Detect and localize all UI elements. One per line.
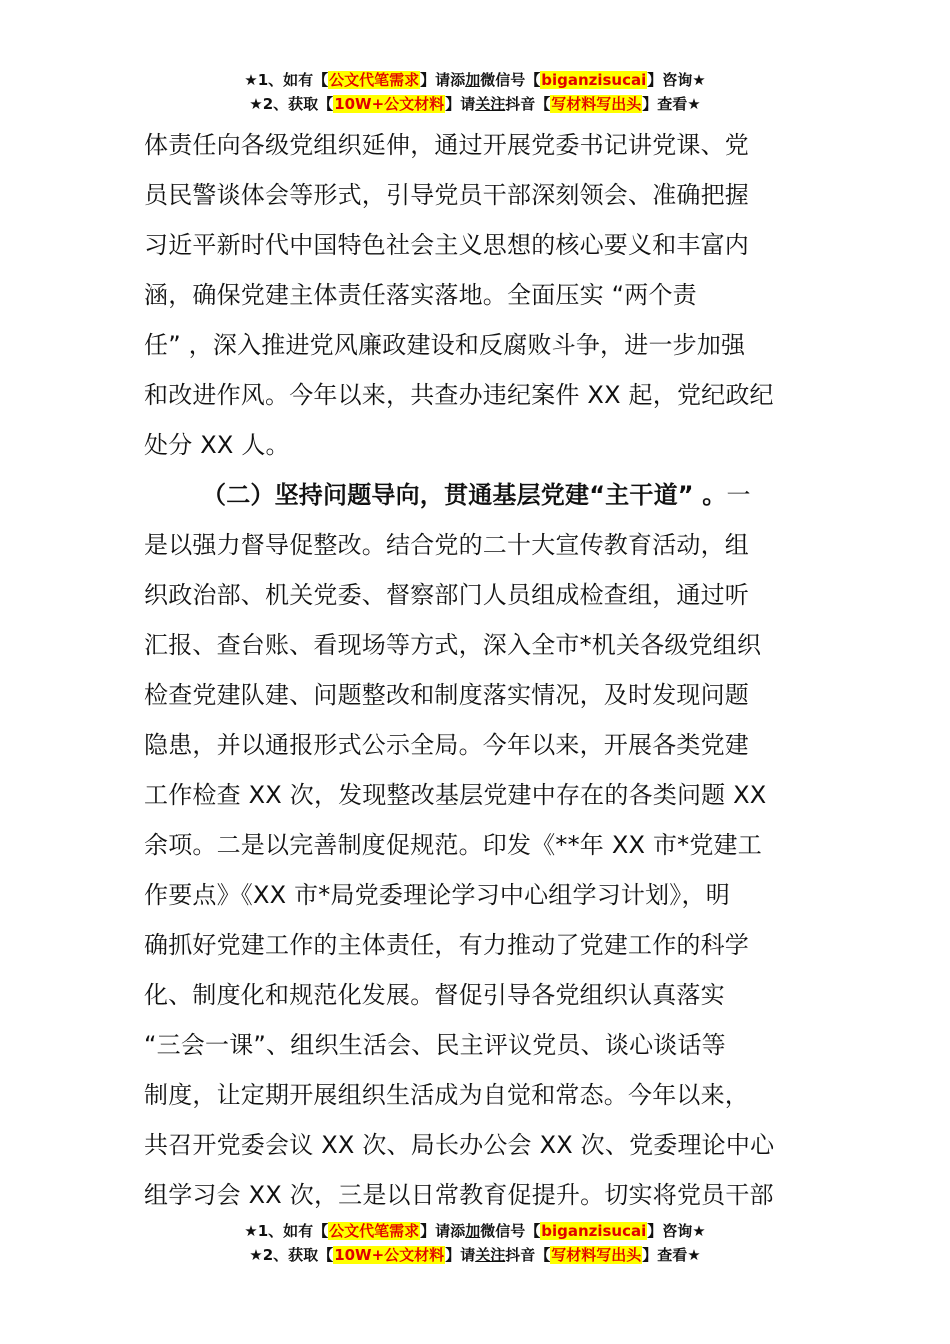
banner-text: 抖音【 [505,95,551,113]
banner-underlined-text: 关注 [475,1246,506,1264]
banner-text: ★2、获取【 [249,1246,334,1264]
body-line: 习近平新时代中国特色社会主义思想的核心要义和丰富内 [144,231,749,259]
banner-text: 微信号【 [480,1222,541,1240]
body-line: 作要点》《XX 市*局党委理论学习中心组学习计划》，明 [144,881,730,909]
banner-text: 】查看★ [642,95,701,113]
body-line: 共召开党委会议 XX 次、局长办公会 XX 次、党委理论中心 [144,1131,775,1159]
banner-text: 】咨询★ [647,1222,706,1240]
body-line: 和改进作风。今年以来，共查办违纪案件 XX 起，党纪政纪 [144,381,774,409]
banner-highlight: 写材料写出头 [551,1246,642,1264]
banner-line-1 [0,68,950,92]
body-line: 组学习会 XX 次，三是以日常教育促提升。切实将党员干部 [144,1181,774,1209]
body-line: 织政治部、机关党委、督察部门人员组成检查组，通过听 [144,581,749,609]
banner-highlight: biganzisucai [541,1222,647,1240]
body-line: 体责任向各级党组织延伸，通过开展党委书记讲党课、党 [144,131,749,159]
banner-text: ★1、如有【 [244,1222,329,1240]
banner-underlined-text: 关注 [475,95,506,113]
banner-underlined-text: 加 [465,71,481,89]
body-line: 涵，确保党建主体责任落实落地。全面压实 “两个责 [144,281,697,309]
body-line: “三会一课”、组织生活会、民主评议党员、谈心谈话等 [144,1031,726,1059]
section-heading-line [144,470,812,520]
banner-text: 】请 [445,95,476,113]
banner-highlight: 写材料写出头 [551,95,642,113]
body-line: 检查党建队建、问题整改和制度落实情况，及时发现问题 [144,681,749,709]
body-line: 余项。二是以完善制度促规范。印发《**年 XX 市*党建工 [144,831,762,859]
body-line: 任” ，深入推进党风廉政建设和反腐败斗争，进一步加强 [144,331,746,359]
footer-banner [0,1219,950,1267]
body-line: 确抓好党建工作的主体责任，有力推动了党建工作的科学 [144,931,749,959]
body-line: 员民警谈体会等形式，引导党员干部深刻领会、准确把握 [144,181,749,209]
body-line: 制度，让定期开展组织生活成为自觉和常态。今年以来， [144,1081,749,1109]
banner-highlight: 公文代笔需求 [329,71,420,89]
banner-text: 】咨询★ [647,71,706,89]
section-heading: （二）坚持问题导向，贯通基层党建“主干道” 。 [202,481,727,509]
banner-text: 】请 [445,1246,476,1264]
body-line: 隐患，并以通报形式公示全局。今年以来，开展各类党建 [144,731,749,759]
banner-text: ★2、获取【 [249,95,334,113]
body-line: 汇报、查台账、看现场等方式，深入全市*机关各级党组织 [144,631,762,659]
banner-text: 】请添 [420,71,466,89]
banner-highlight: 10W+公文材料 [334,1246,445,1264]
banner-text: ★1、如有【 [244,71,329,89]
banner-highlight: 公文代笔需求 [329,1222,420,1240]
body-line: 处分 XX 人。 [144,431,290,459]
document-body [144,120,812,1220]
banner-line-1 [0,1219,950,1243]
body-line: 是以强力督导促整改。结合党的二十大宣传教育活动，组 [144,531,749,559]
body-line: 工作检查 XX 次，发现整改基层党建中存在的各类问题 XX [144,781,767,809]
banner-highlight: 10W+公文材料 [334,95,445,113]
header-banner [0,68,950,116]
banner-highlight: biganzisucai [541,71,647,89]
banner-text: 微信号【 [480,71,541,89]
banner-underlined-text: 加 [465,1222,481,1240]
banner-line-2 [0,92,950,116]
banner-text: 】请添 [420,1222,466,1240]
body-line: 化、制度化和规范化发展。督促引导各党组织认真落实 [144,981,725,1009]
body-text: 一 [726,481,751,509]
banner-line-2 [0,1243,950,1267]
banner-text: 】查看★ [642,1246,701,1264]
banner-text: 抖音【 [505,1246,551,1264]
